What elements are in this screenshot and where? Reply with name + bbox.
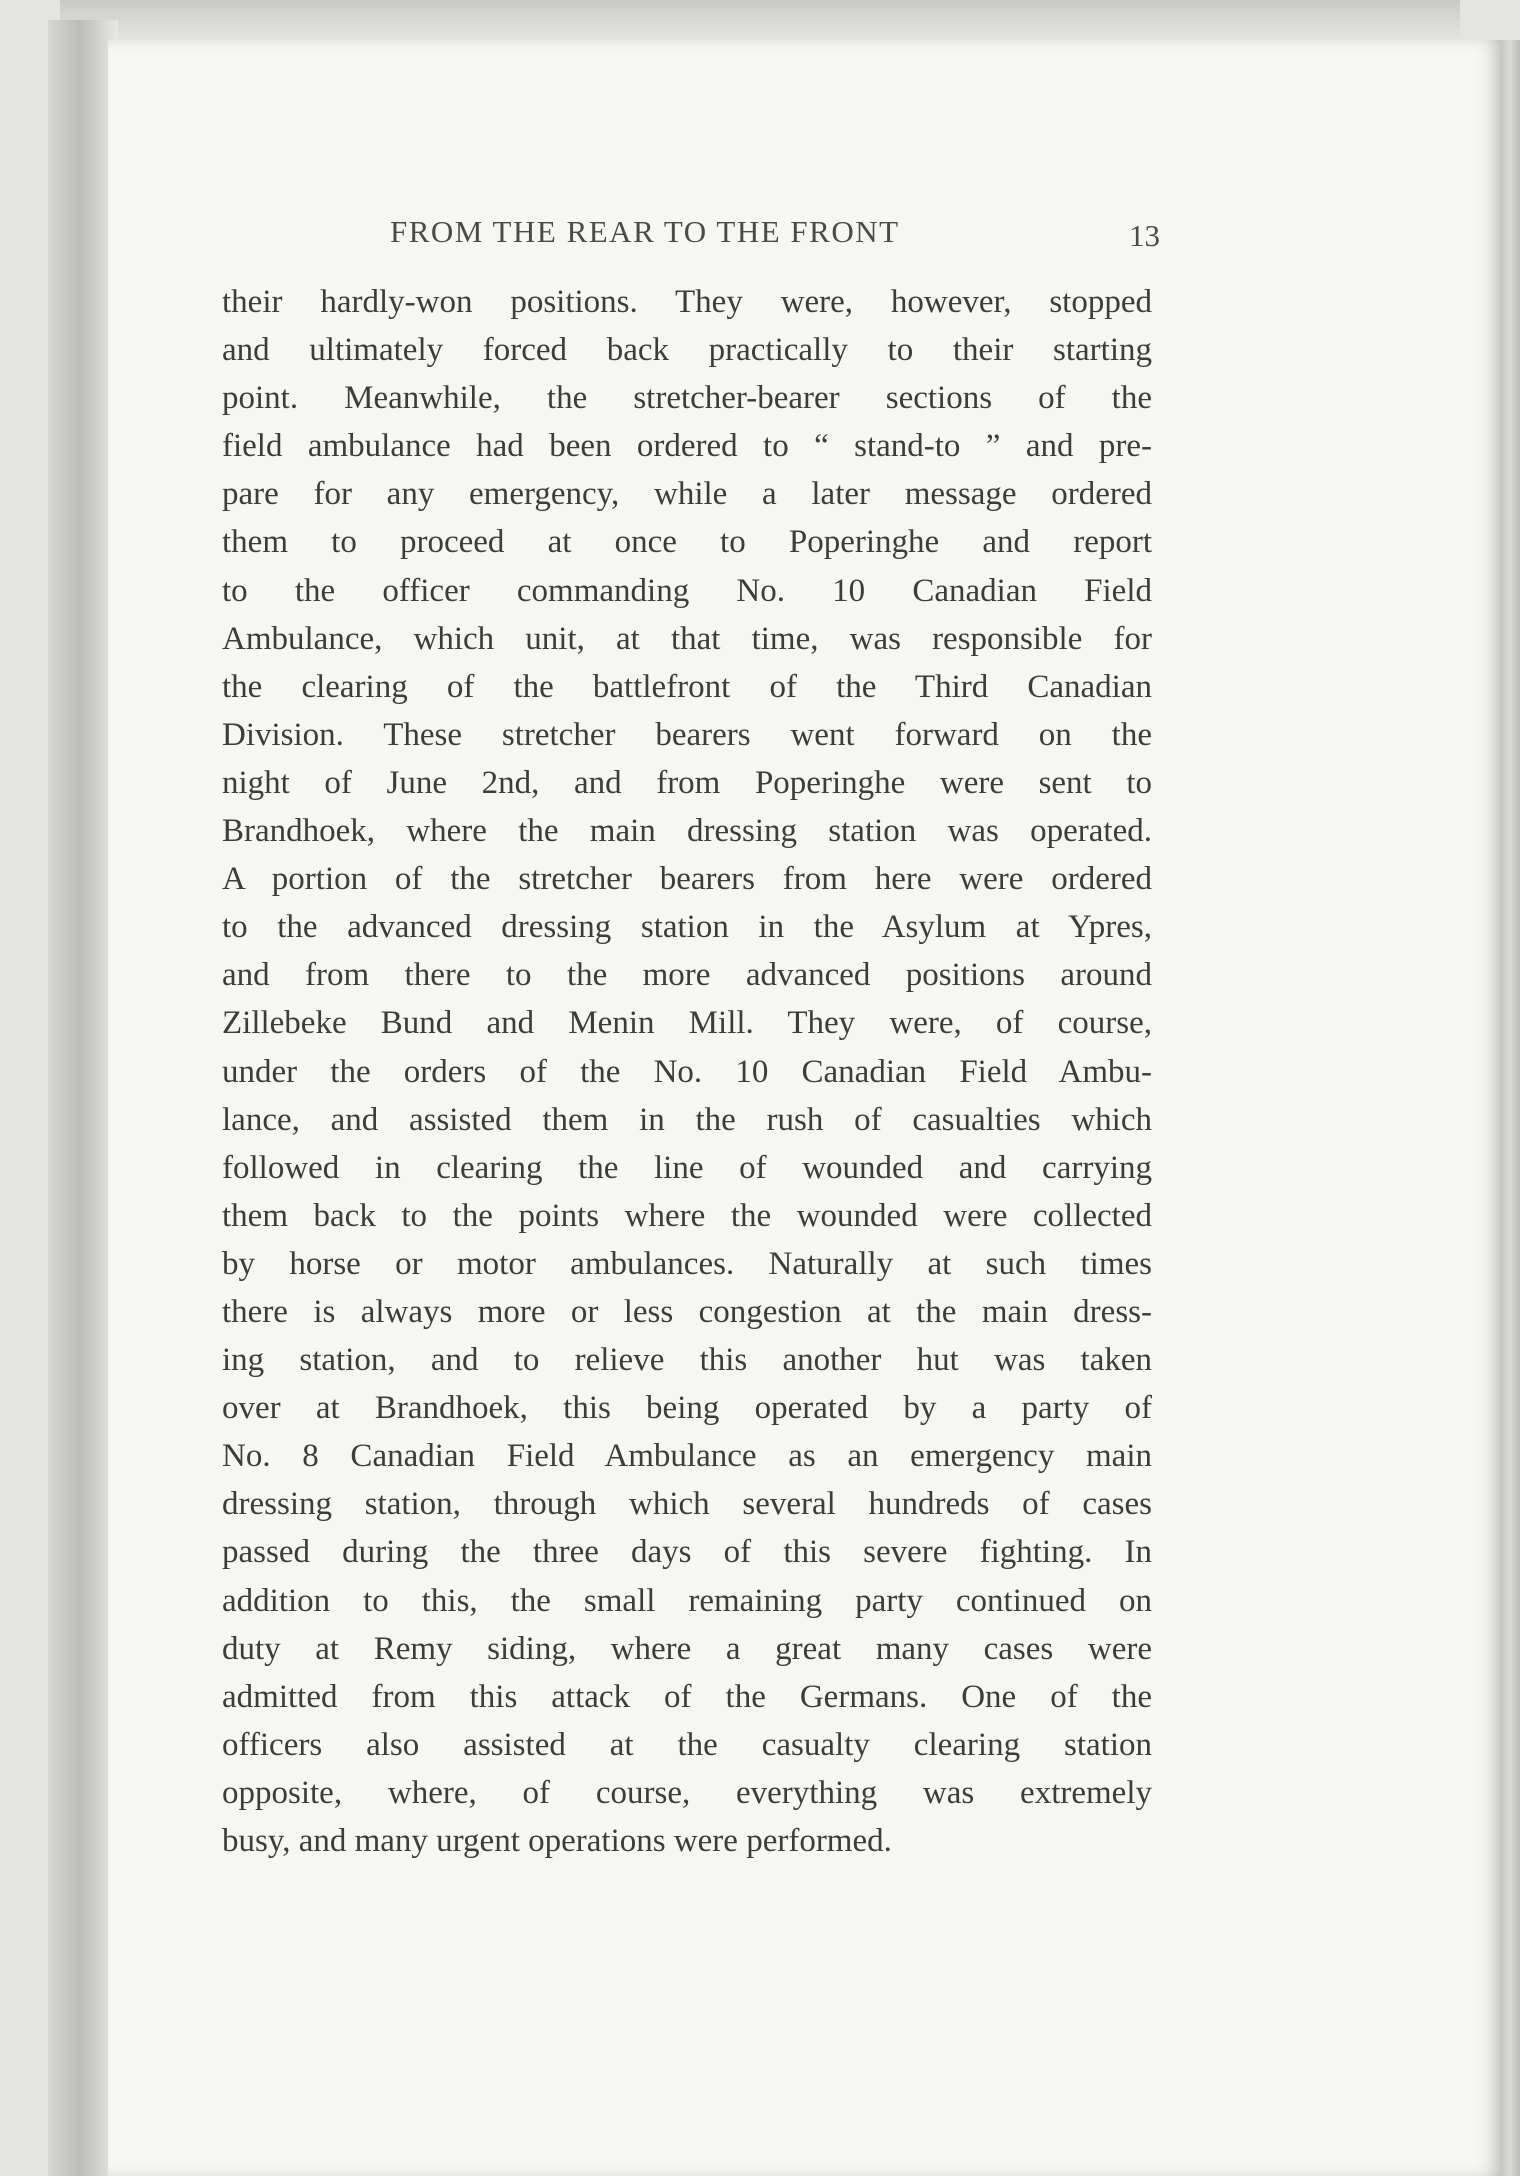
- text-line: Ambulance, which unit, at that time, was responsible for: [222, 620, 1152, 657]
- text-line: and from there to the more advanced positions around: [222, 957, 1152, 994]
- page-number: 13: [1129, 218, 1160, 253]
- text-line: No. 8 Canadian Field Ambulance as an emergency main: [222, 1438, 1152, 1475]
- text-line: over at Brandhoek, this being operated by a party of: [222, 1390, 1152, 1427]
- text-line: them to proceed at once to Poperinghe and report: [222, 524, 1152, 561]
- text-line: admitted from this attack of the Germans. One of the: [222, 1678, 1152, 1715]
- text-line: their hardly-won positions. They were, however, stopped: [222, 284, 1152, 320]
- running-title: FROM THE REAR TO THE FRONT: [390, 214, 900, 249]
- text-line: officers also assisted at the casualty clearing station: [222, 1726, 1152, 1763]
- text-line: and ultimately forced back practically to their starting: [222, 332, 1152, 369]
- text-line: busy, and many urgent operations were performed.: [222, 1823, 892, 1859]
- text-line: to the officer commanding No. 10 Canadian Field: [222, 572, 1152, 609]
- top-page-edge: [60, 0, 1460, 40]
- text-line: ing station, and to relieve this another hut was taken: [222, 1342, 1152, 1379]
- text-line: them back to the points where the wounded were collected: [222, 1197, 1152, 1234]
- text-line: A portion of the stretcher bearers from here were ordered: [222, 861, 1152, 898]
- text-line: opposite, where, of course, everything was extremely: [222, 1774, 1152, 1811]
- text-line: addition to this, the small remaining party continued on: [222, 1582, 1152, 1619]
- text-line: followed in clearing the line of wounded and carrying: [222, 1149, 1152, 1186]
- text-line: pare for any emergency, while a later message ordered: [222, 476, 1152, 513]
- text-line: point. Meanwhile, the stretcher-bearer sections of the: [222, 380, 1152, 417]
- text-line: passed during the three days of this severe fighting. In: [222, 1534, 1152, 1571]
- page-stack-edge: [1500, 40, 1520, 2176]
- text-line: under the orders of the No. 10 Canadian Field Ambu-: [222, 1053, 1152, 1090]
- text-line: duty at Remy siding, where a great many cases were: [222, 1630, 1152, 1667]
- body-paragraph: [222, 278, 1152, 1865]
- text-line: by horse or motor ambulances. Naturally at such times: [222, 1245, 1152, 1282]
- text-line: Brandhoek, where the main dressing station was operated.: [222, 813, 1152, 850]
- text-line: dressing station, through which several hundreds of cases: [222, 1486, 1152, 1523]
- text-line: the clearing of the battlefront of the Third Canadian: [222, 668, 1152, 705]
- text-line: lance, and assisted them in the rush of casualties which: [222, 1101, 1152, 1138]
- running-header: [390, 214, 1160, 264]
- text-line: there is always more or less congestion at the main dress-: [222, 1293, 1152, 1330]
- text-line: night of June 2nd, and from Poperinghe were sent to: [222, 764, 1152, 801]
- text-line: Division. These stretcher bearers went forward on the: [222, 716, 1152, 753]
- text-line: to the advanced dressing station in the Asylum at Ypres,: [222, 909, 1152, 946]
- text-line: field ambulance had been ordered to “ stand-to ” and pre-: [222, 428, 1152, 465]
- text-line: Zillebeke Bund and Menin Mill. They were, of course,: [222, 1005, 1152, 1042]
